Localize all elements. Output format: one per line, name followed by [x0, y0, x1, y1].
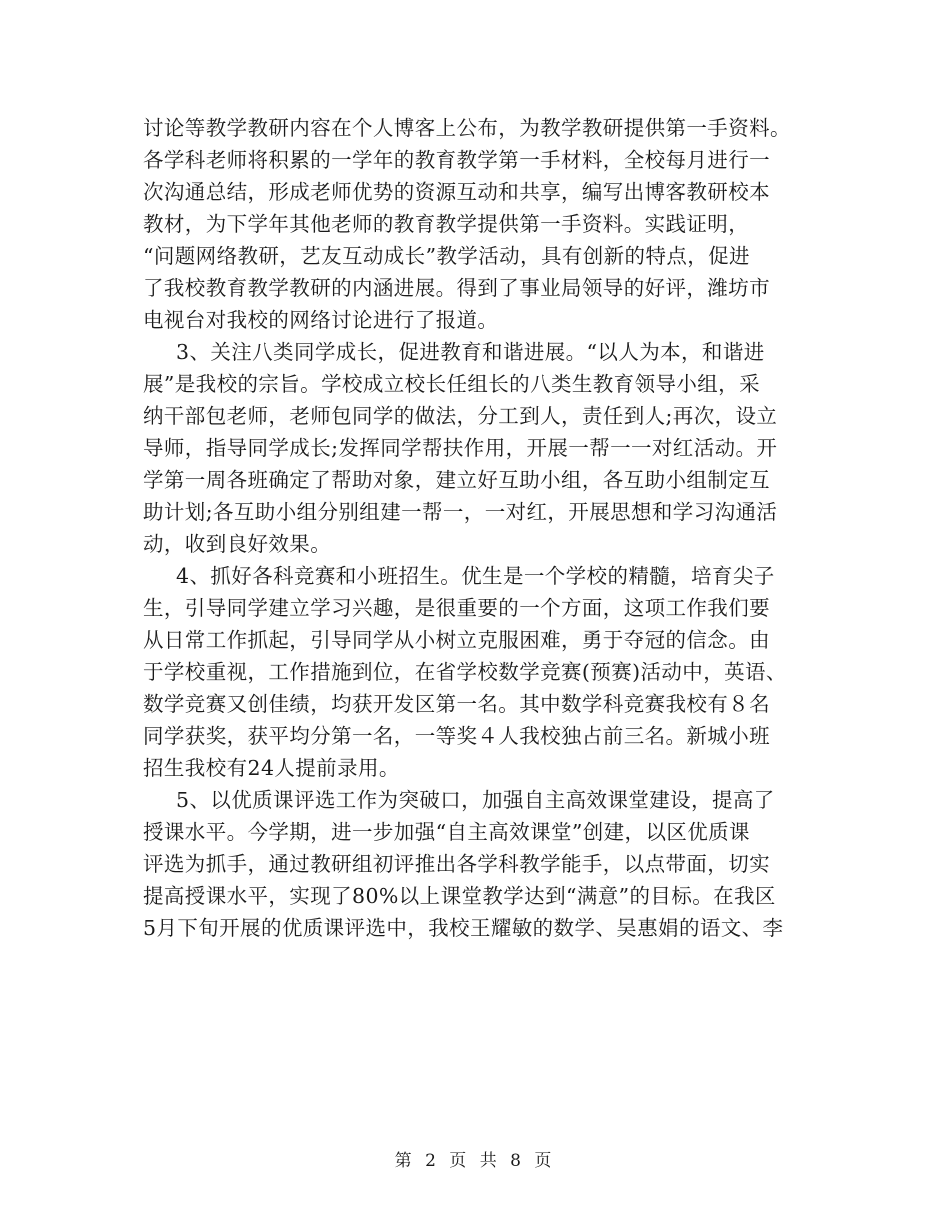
text-line: 助计划;各互助小组分别组建一帮一，一对红，开展思想和学习沟通活 — [143, 500, 778, 524]
text-line: 于学校重视，工作措施到位，在省学校数学竞赛(预赛)活动中，英语、 — [143, 660, 787, 684]
text-line: 动，收到良好效果。 — [143, 532, 332, 556]
text-line: 次沟通总结，形成老师优势的资源互动和共享，编写出博客教研校本 — [143, 180, 770, 204]
text-line: 招生我校有24人提前录用。 — [143, 756, 400, 780]
text-line: 从日常工作抓起，引导同学从小树立克服困难，勇于夺冠的信念。由 — [143, 628, 770, 652]
text-line: 授课水平。今学期，进一步加强“自主高效课堂”创建，以区优质课 — [143, 820, 750, 844]
text-line: 数学竞赛又创佳绩，均获开发区第一名。其中数学科竞赛我校有８名 — [143, 692, 770, 716]
text-line: 导师，指导同学成长;发挥同学帮扶作用，开展一帮一一对红活动。开 — [143, 436, 778, 460]
paragraph-3-start: 3、关注八类同学成长，促进教育和谐进展。“以人为本，和谐进 — [176, 340, 765, 364]
text-line: 纳干部包老师，老师包同学的做法，分工到人，责任到人;再次，设立 — [143, 404, 778, 428]
document-body — [143, 112, 823, 944]
page-number-footer: 第 2 页 共 8 页 — [394, 1151, 556, 1171]
text-line: 评选为抓手，通过教研组初评推出各学科教学能手，以点带面，切实 — [143, 852, 770, 876]
paragraph-5-start: 5、以优质课评选工作为突破口，加强自主高效课堂建设，提高了 — [176, 788, 775, 812]
text-line: 提高授课水平，实现了80%以上课堂教学达到“满意”的目标。在我区 — [143, 884, 776, 908]
text-line: 学第一周各班确定了帮助对象，建立好互助小组，各互助小组制定互 — [143, 468, 770, 492]
text-line: 5月下旬开展的优质课评选中，我校王耀敏的数学、吴惠娟的语文、李 — [143, 916, 784, 940]
paragraph-4-start: 4、抓好各科竞赛和小班招生。优生是一个学校的精髓，培育尖子 — [176, 564, 775, 588]
text-line: “问题网络教研，艺友互动成长”教学活动，具有创新的特点，促进 — [143, 244, 750, 268]
text-line: 电视台对我校的网络讨论进行了报道。 — [143, 308, 499, 332]
text-line: 了我校教育教学教研的内涵进展。得到了事业局领导的好评，潍坊市 — [143, 276, 770, 300]
text-line: 展”是我校的宗旨。学校成立校长任组长的八类生教育领导小组，采 — [143, 372, 760, 396]
text-line: 讨论等教学教研内容在个人博客上公布，为教学教研提供第一手资料。 — [143, 116, 791, 140]
text-line: 教材，为下学年其他老师的教育教学提供第一手资料。实践证明， — [143, 212, 750, 236]
text-line: 生，引导同学建立学习兴趣，是很重要的一个方面，这项工作我们要 — [143, 596, 770, 620]
text-line: 同学获奖，获平均分第一名，一等奖４人我校独占前三名。新城小班 — [143, 724, 770, 748]
text-line: 各学科老师将积累的一学年的教育教学第一手材料，全校每月进行一 — [143, 148, 770, 172]
